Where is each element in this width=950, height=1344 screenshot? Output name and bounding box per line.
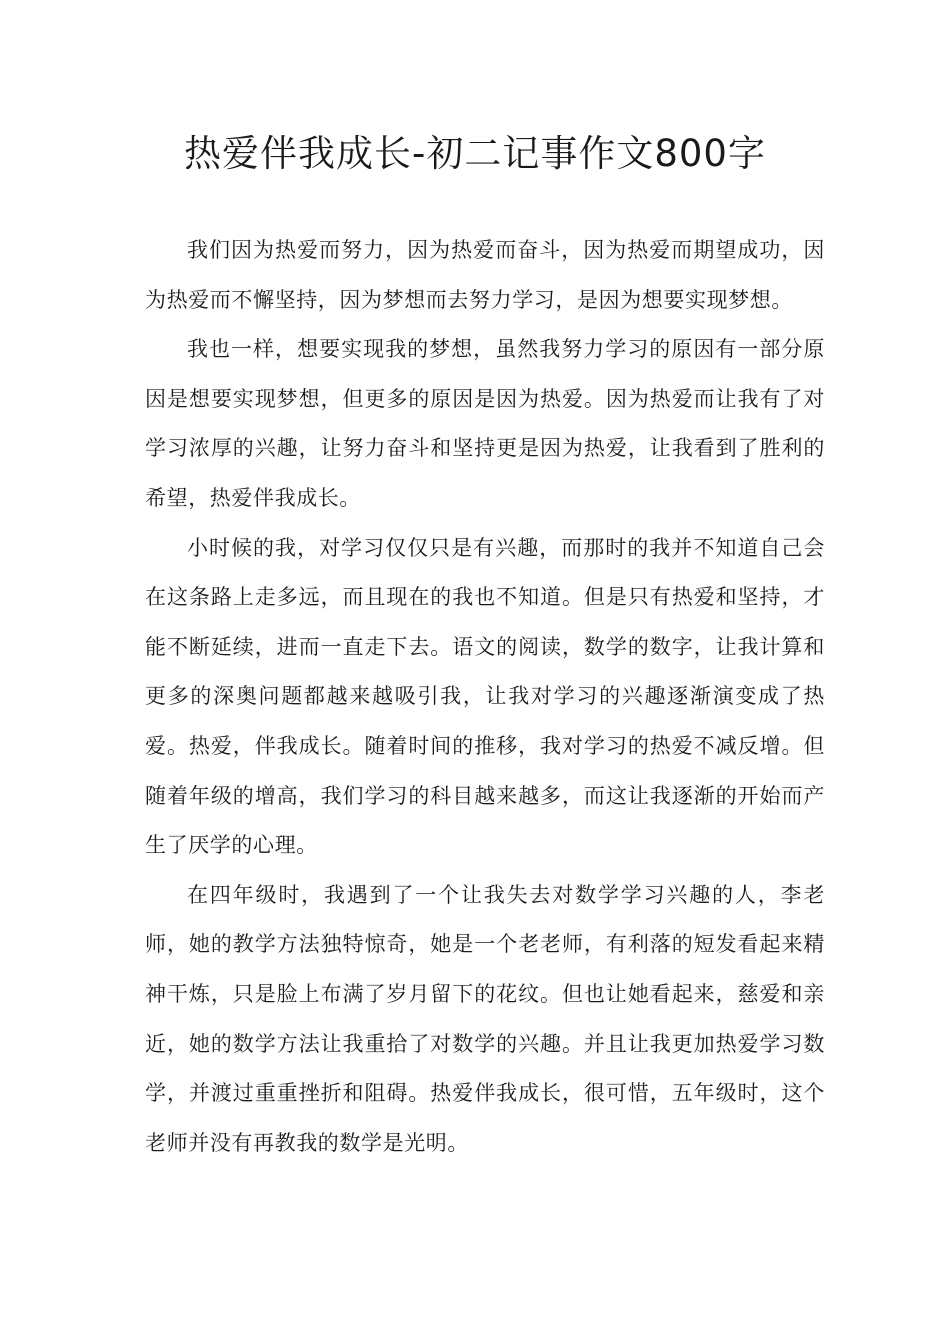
paragraph-3: 小时候的我，对学习仅仅只是有兴趣，而那时的我并不知道自己会在这条路上走多远，而且现在的我也不知道。但是只有热爱和坚持，才能不断延续，进而一直走下去。语文的阅读，数学的数字，让我计算和更多的深奥问题都越来越吸引我，让我对学习的兴趣逐渐演变成了热爱。热爱，伴我成长。随着时间的推移，我对学习的热爱不减反增。但随着年级的增高，我们学习的科目越来越多，而这让我逐渐的开始而产生了厌学的心理。: [145, 535, 825, 858]
paragraph-2: 我也一样，想要实现我的梦想，虽然我努力学习的原因有一部分原因是想要实现梦想，但更多的原因是因为热爱。因为热爱而让我有了对学习浓厚的兴趣，让努力奋斗和坚持更是因为热爱，让我看到了胜利的希望，热爱伴我成长。: [145, 337, 825, 510]
paragraph-1: 我们因为热爱而努力，因为热爱而奋斗，因为热爱而期望成功，因为热爱而不懈坚持，因为梦想而去努力学习，是因为想要实现梦想。: [145, 238, 825, 312]
document-title: 热爱伴我成长-初二记事作文800字: [184, 132, 766, 175]
paragraph-4: 在四年级时，我遇到了一个让我失去对数学学习兴趣的人，李老师，她的教学方法独特惊奇，她是一个老老师，有利落的短发看起来精神干炼，只是脸上布满了岁月留下的花纹。但也让她看起来，慈爱和亲近，她的数学方法让我重拾了对数学的兴趣。并且让我更加热爱学习数学，并渡过重重挫折和阻碍。热爱伴我成长，很可惜，五年级时，这个老师并没有再教我的数学是光明。: [145, 882, 825, 1155]
document-body: [145, 226, 825, 1168]
